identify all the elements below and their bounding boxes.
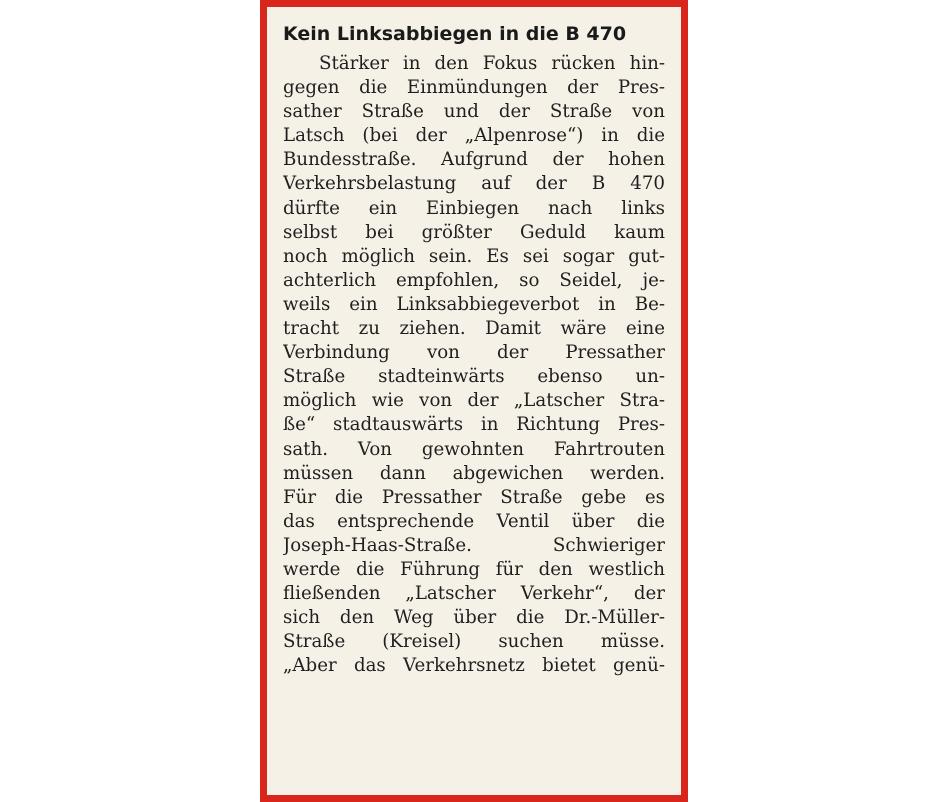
article-line: möglich wie von der „Latscher Stra- xyxy=(283,390,665,412)
article-line: weils ein Linksabbiegeverbot in Be- xyxy=(283,293,665,315)
article-line: Straße stadteinwärts ebenso un- xyxy=(283,366,665,388)
article-line: selbst bei größter Geduld kaum xyxy=(283,221,665,243)
article-line: sath. Von gewohnten Fahrtrouten xyxy=(283,438,665,460)
article-body xyxy=(283,52,665,678)
article-line: müssen dann abgewichen werden. xyxy=(283,462,665,484)
article-line: sather Straße und der Straße von xyxy=(283,101,665,123)
article-line: achterlich empfohlen, so Seidel, je- xyxy=(283,269,665,291)
article-line: Latsch (bei der „Alpenrose“) in die xyxy=(283,125,665,147)
article-line: tracht zu ziehen. Damit wäre eine xyxy=(283,318,665,340)
article-line: das entsprechende Ventil über die xyxy=(283,510,665,532)
article-line: Joseph-Haas-Straße. Schwieriger xyxy=(283,534,665,556)
article-line: fließenden „Latscher Verkehr“, der xyxy=(283,583,665,605)
article-line: „Aber das Verkehrsnetz bietet genü- xyxy=(283,655,665,677)
article-line: werde die Führung für den westlich xyxy=(283,558,665,580)
article-line: Straße (Kreisel) suchen müsse. xyxy=(283,631,665,653)
newspaper-clipping xyxy=(260,0,688,802)
article-line: Verbindung von der Pressather xyxy=(283,342,665,364)
article-line: gegen die Einmündungen der Pres- xyxy=(283,77,665,99)
article-line: sich den Weg über die Dr.-Müller- xyxy=(283,607,665,629)
article-line: Verkehrsbelastung auf der B 470 xyxy=(283,173,665,195)
article-line: dürfte ein Einbiegen nach links xyxy=(283,197,665,219)
article-line: Bundesstraße. Aufgrund der hohen xyxy=(283,149,665,171)
article-line: noch möglich sein. Es sei sogar gut- xyxy=(283,245,665,267)
article-headline: Kein Linksabbiegen in die B 470 xyxy=(283,23,627,45)
article-line: Für die Pressather Straße gebe es xyxy=(283,486,665,508)
article-line: ße“ stadtauswärts in Richtung Pres- xyxy=(283,414,665,436)
article-line: Stärker in den Fokus rücken hin- xyxy=(319,53,665,74)
